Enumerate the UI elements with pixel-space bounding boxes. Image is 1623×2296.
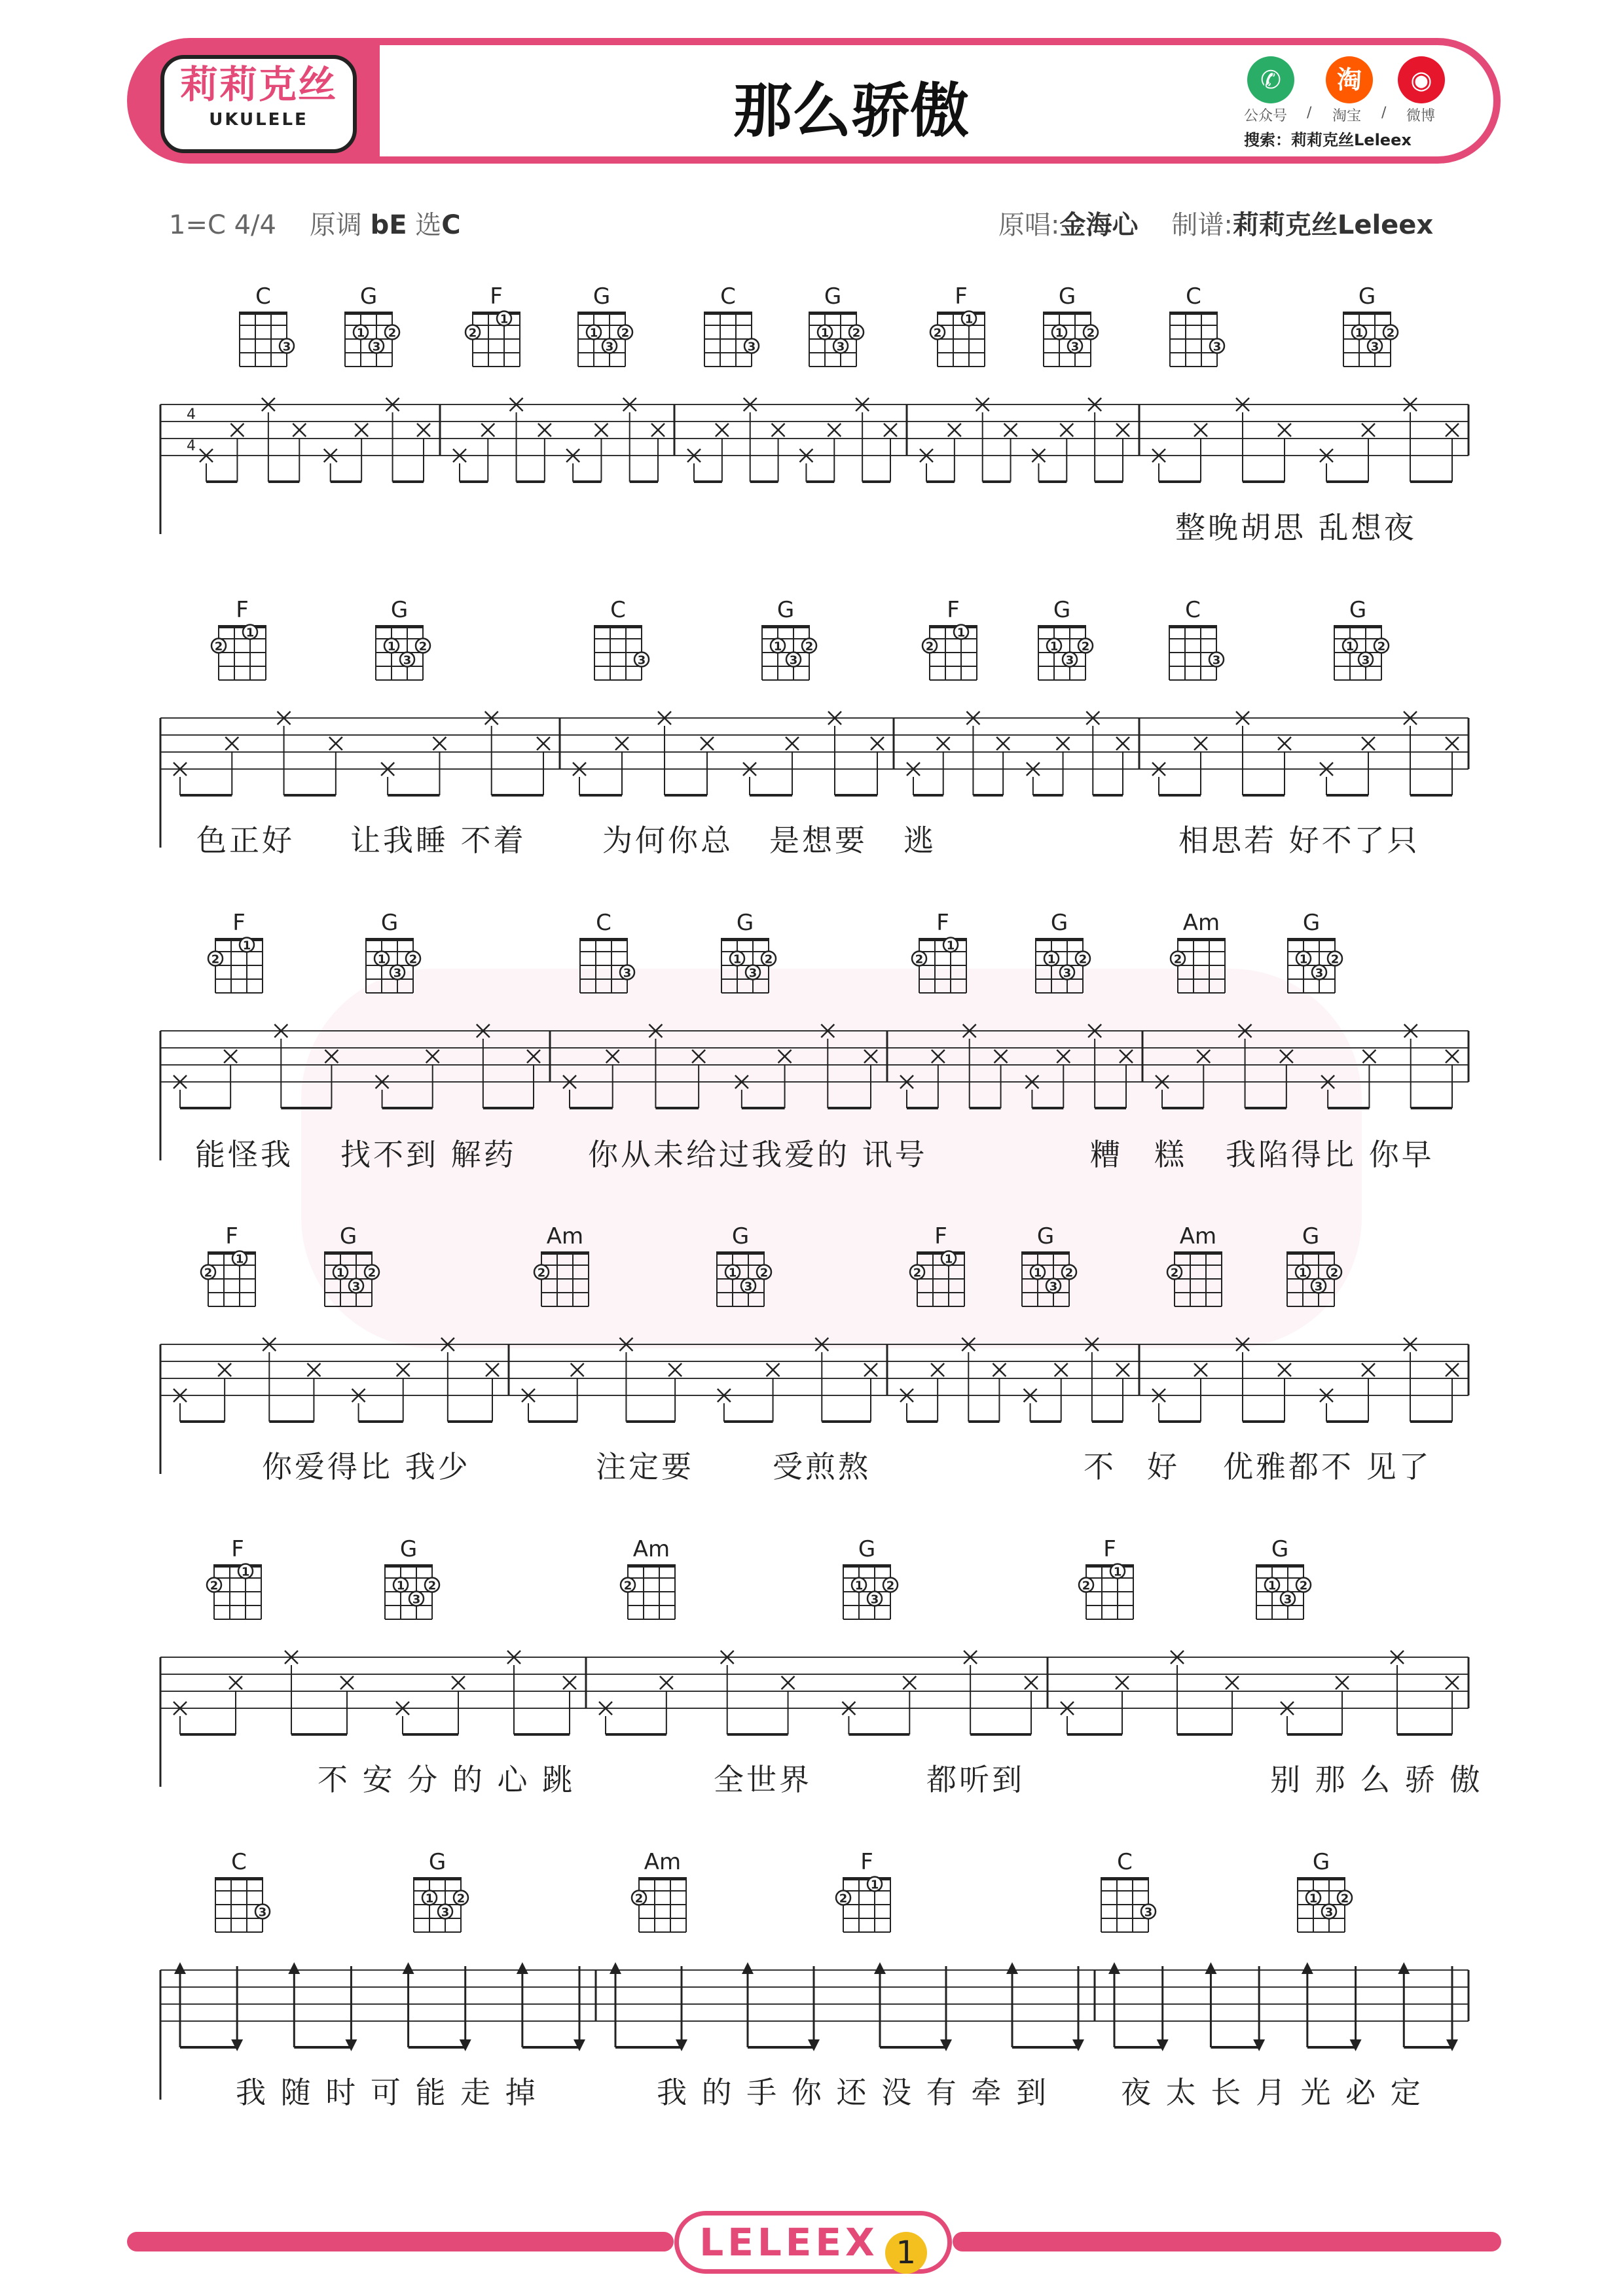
finger-number: 3 — [1361, 653, 1370, 668]
finger-number: 2 — [886, 1579, 895, 1593]
chord-nut — [1044, 312, 1091, 315]
chord-nut — [1298, 1877, 1345, 1880]
chord-nut — [717, 1251, 764, 1255]
chord-nut — [219, 625, 266, 628]
finger-number: 3 — [1212, 653, 1221, 668]
strum-arrow — [1006, 1962, 1018, 1974]
finger-number: 3 — [412, 1592, 421, 1607]
lyric-text: 能怪我 — [195, 1137, 293, 1172]
finger-number: 1 — [964, 312, 974, 327]
chord-nut — [473, 312, 520, 315]
logo-main-text: 莉莉克丝 — [179, 62, 337, 107]
chord-nut — [1288, 938, 1335, 941]
chord-nut — [1170, 312, 1217, 315]
taobao-label: 淘宝 — [1332, 108, 1362, 124]
chord-nut — [366, 938, 413, 941]
chord-nut — [215, 1877, 263, 1880]
finger-number: 1 — [944, 1252, 953, 1266]
strum-arrow — [742, 1962, 754, 1974]
strum-arrow — [1350, 2039, 1362, 2051]
chord-name: Am — [1179, 1223, 1217, 1249]
strum-arrow — [345, 2039, 357, 2051]
lyric-text: 别 那 么 骄 傲 — [1270, 1762, 1483, 1797]
strum-arrow — [288, 1962, 300, 1974]
lyric-text: 色正好 — [196, 823, 295, 858]
lyric-text: 受煎熬 — [773, 1449, 871, 1484]
chord-nut — [930, 625, 977, 628]
finger-number: 3 — [1144, 1905, 1153, 1920]
finger-number: 2 — [623, 1579, 632, 1593]
finger-number: 1 — [377, 952, 386, 967]
chord-name: F — [934, 1223, 947, 1249]
lyric-text: 相思若 好不了只 — [1178, 823, 1420, 858]
finger-number: 2 — [1173, 952, 1182, 967]
chord-name: G — [380, 910, 399, 936]
chord-nut — [1036, 938, 1083, 941]
chord-nut — [345, 312, 392, 315]
finger-number: 3 — [352, 1280, 361, 1294]
strum-arrow — [676, 2039, 687, 2051]
chord-name: G — [1053, 597, 1071, 623]
chord-nut — [1038, 625, 1085, 628]
finger-number: 3 — [1070, 340, 1080, 354]
original-key: bE — [370, 210, 407, 240]
chord-nut — [1256, 1564, 1304, 1568]
chord-name: F — [955, 283, 968, 310]
chord-nut — [1287, 1251, 1334, 1255]
finger-number: 3 — [282, 340, 291, 354]
lyric-text: 糟 — [1090, 1137, 1123, 1172]
chord-nut — [1334, 625, 1381, 628]
finger-number: 1 — [946, 939, 955, 953]
chord-nut — [843, 1877, 890, 1880]
chord-nut — [1178, 938, 1225, 941]
finger-number: 3 — [1213, 340, 1222, 354]
finger-number: 2 — [913, 1266, 922, 1280]
finger-number: 2 — [367, 1266, 376, 1280]
finger-number: 1 — [387, 639, 396, 654]
finger-number: 3 — [393, 966, 402, 980]
time-signature-top: 4 — [187, 406, 196, 423]
chosen-key-label: 选 — [415, 210, 442, 240]
finger-number: 3 — [605, 340, 614, 354]
lyric-text: 你从未给过我爱的 讯号 — [588, 1137, 928, 1172]
strum-arrow — [1446, 2039, 1458, 2051]
song-title: 那么骄傲 — [733, 77, 969, 145]
weibo-label: 微博 — [1406, 108, 1436, 124]
arranger-name: 莉莉克丝Leleex — [1232, 210, 1434, 240]
lyric-text: 找不到 解药 — [340, 1137, 517, 1172]
finger-number: 3 — [372, 340, 381, 354]
finger-number: 2 — [852, 326, 861, 340]
chord-name: G — [1302, 910, 1321, 936]
chord-nut — [843, 1564, 890, 1568]
finger-number: 1 — [396, 1579, 405, 1593]
chord-name: G — [736, 910, 754, 936]
finger-number: 3 — [870, 1592, 879, 1607]
finger-number: 1 — [1298, 1266, 1307, 1280]
footer-bar-left — [127, 2232, 674, 2251]
singer-name: 金海心 — [1059, 210, 1139, 240]
finger-number: 3 — [1315, 966, 1324, 980]
finger-number: 2 — [214, 639, 223, 654]
lyric-text: 优雅都不 见了 — [1223, 1449, 1432, 1484]
finger-number: 2 — [537, 1266, 546, 1280]
finger-number: 2 — [759, 1266, 769, 1280]
lyric-text: 糕 — [1154, 1137, 1187, 1172]
strum-arrow — [1398, 1962, 1410, 1974]
chord-name: G — [593, 283, 611, 310]
finger-number: 2 — [388, 326, 397, 340]
chord-nut — [214, 1564, 261, 1568]
finger-number: 2 — [634, 1892, 644, 1906]
finger-number: 1 — [242, 939, 251, 953]
finger-number: 1 — [820, 326, 830, 340]
finger-number: 3 — [836, 340, 845, 354]
finger-number: 2 — [621, 326, 630, 340]
strum-arrow — [1253, 2039, 1265, 2051]
separator: / — [1381, 105, 1387, 121]
finger-number: 2 — [1330, 952, 1340, 967]
finger-number: 1 — [1049, 639, 1059, 654]
chord-nut — [240, 312, 287, 315]
chord-name: G — [1349, 597, 1367, 623]
lyric-text: 全世界 — [714, 1762, 812, 1797]
finger-number: 1 — [870, 1878, 879, 1892]
chord-name: G — [1312, 1849, 1330, 1875]
chord-name: F — [490, 283, 503, 310]
finger-number: 1 — [957, 626, 966, 640]
finger-number: 3 — [441, 1905, 450, 1920]
finger-number: 2 — [210, 1579, 219, 1593]
chord-nut — [580, 938, 627, 941]
lyric-text: 好 — [1147, 1449, 1180, 1484]
page-badge — [674, 2211, 952, 2274]
strum-arrow — [231, 2039, 243, 2051]
chord-name: G — [399, 1536, 418, 1562]
chord-name: F — [225, 1223, 238, 1249]
strum-arrow — [1108, 1962, 1120, 1974]
chord-name: G — [1036, 1223, 1055, 1249]
finger-number: 2 — [1299, 1579, 1308, 1593]
lyric-text: 我陷得比 你早 — [1226, 1137, 1434, 1172]
chord-name: C — [1186, 283, 1201, 310]
chord-name: G — [1271, 1536, 1289, 1562]
strum-arrow — [1302, 1962, 1313, 1974]
chord-name: F — [936, 910, 949, 936]
lyric-text: 我 随 时 可 能 走 掉 — [236, 2075, 538, 2110]
chord-name: F — [231, 1536, 244, 1562]
chord-name: C — [1117, 1849, 1133, 1875]
finger-number: 1 — [500, 312, 509, 327]
chord-nut — [762, 625, 809, 628]
finger-number: 1 — [1055, 326, 1064, 340]
chord-nut — [541, 1251, 589, 1255]
chord-nut — [704, 312, 752, 315]
chord-name: Am — [632, 1536, 670, 1562]
chord-name: C — [596, 910, 611, 936]
chord-name: F — [236, 597, 249, 623]
chord-name: F — [947, 597, 960, 623]
finger-number: 1 — [241, 1565, 250, 1579]
finger-number: 2 — [204, 1266, 213, 1280]
chord-name: Am — [546, 1223, 584, 1249]
strum-arrow — [403, 1962, 414, 1974]
chord-nut — [1022, 1251, 1069, 1255]
wechat-icon: ✆ — [1247, 56, 1294, 103]
finger-number: 3 — [1324, 1905, 1334, 1920]
chord-name: Am — [1182, 910, 1220, 936]
chord-nut — [385, 1564, 432, 1568]
chord-name: G — [824, 283, 842, 310]
chord-name: Am — [644, 1849, 682, 1875]
chord-name: F — [232, 910, 246, 936]
weibo-icon: ◉ — [1398, 56, 1445, 103]
chord-nut — [414, 1877, 461, 1880]
finger-number: 2 — [211, 952, 220, 967]
search-hint: 搜索：莉莉克丝Leleex — [1244, 131, 1412, 149]
chord-nut — [208, 1251, 255, 1255]
chord-nut — [215, 938, 263, 941]
strum-arrow — [610, 1962, 621, 1974]
finger-number: 1 — [854, 1579, 864, 1593]
finger-number: 2 — [805, 639, 814, 654]
finger-number: 2 — [418, 639, 428, 654]
chosen-key: C — [441, 210, 461, 240]
finger-number: 2 — [764, 952, 773, 967]
key-signature: 1=C 4/4 — [169, 210, 276, 240]
finger-number: 3 — [1283, 1592, 1292, 1607]
strum-arrow — [460, 2039, 471, 2051]
finger-number: 1 — [733, 952, 742, 967]
time-signature-bottom: 4 — [187, 438, 196, 454]
finger-number: 2 — [1081, 639, 1090, 654]
chord-nut — [1343, 312, 1391, 315]
finger-number: 2 — [915, 952, 924, 967]
chord-nut — [1086, 1564, 1133, 1568]
finger-number: 1 — [1113, 1565, 1122, 1579]
chord-name: G — [731, 1223, 750, 1249]
chord-nut — [1169, 625, 1216, 628]
chord-name: C — [231, 1849, 247, 1875]
wechat-label: 公众号 — [1244, 108, 1288, 124]
chord-name: G — [1302, 1223, 1320, 1249]
chord-nut — [917, 1251, 964, 1255]
chord-name: C — [1185, 597, 1201, 623]
finger-number: 3 — [789, 653, 798, 668]
strum-arrow — [808, 2039, 820, 2051]
strum-arrow — [517, 1962, 528, 1974]
finger-number: 1 — [1345, 639, 1355, 654]
strum-arrow — [174, 1962, 186, 1974]
original-key-label: 原调 — [309, 210, 362, 240]
chord-name: F — [1103, 1536, 1116, 1562]
lyric-text: 是想要 — [769, 823, 867, 858]
finger-number: 3 — [403, 653, 412, 668]
lyric-text: 你爱得比 我少 — [262, 1449, 471, 1484]
chord-nut — [1175, 1251, 1222, 1255]
finger-number: 1 — [356, 326, 365, 340]
strum-arrow — [1072, 2039, 1084, 2051]
chord-nut — [628, 1564, 675, 1568]
chord-name: F — [860, 1849, 873, 1875]
lyric-text: 为何你总 — [602, 823, 733, 858]
finger-number: 2 — [1086, 326, 1095, 340]
chord-name: G — [858, 1536, 876, 1562]
chord-nut — [376, 625, 423, 628]
chord-nut — [1101, 1877, 1148, 1880]
finger-number: 2 — [933, 326, 942, 340]
finger-number: 1 — [425, 1892, 434, 1906]
finger-number: 1 — [728, 1266, 737, 1280]
finger-number: 2 — [428, 1579, 437, 1593]
chord-name: G — [776, 597, 795, 623]
lyric-text: 我 的 手 你 还 没 有 牵 到 — [657, 2075, 1049, 2110]
chord-nut — [639, 1877, 686, 1880]
finger-number: 3 — [748, 966, 757, 980]
finger-number: 1 — [1299, 952, 1308, 967]
finger-number: 2 — [1377, 639, 1386, 654]
strum-arrow — [574, 2039, 585, 2051]
finger-number: 1 — [336, 1266, 345, 1280]
arranger-label: 制谱: — [1171, 210, 1233, 240]
chord-name: G — [1050, 910, 1068, 936]
finger-number: 3 — [1314, 1280, 1323, 1294]
chord-nut — [809, 312, 856, 315]
lyric-text: 让我睡 不着 — [350, 823, 526, 858]
finger-number: 2 — [1078, 952, 1087, 967]
finger-number: 2 — [925, 639, 934, 654]
lyric-text: 逃 — [903, 823, 936, 858]
chord-nut — [938, 312, 985, 315]
finger-number: 1 — [1033, 1266, 1042, 1280]
finger-number: 1 — [1047, 952, 1056, 967]
chord-name: G — [390, 597, 409, 623]
finger-number: 2 — [1330, 1266, 1339, 1280]
strum-arrow — [874, 1962, 886, 1974]
singer-label: 原唱: — [998, 210, 1060, 240]
chord-nut — [325, 1251, 372, 1255]
lyric-text: 都听到 — [926, 1762, 1025, 1797]
lyric-text: 不 安 分 的 心 跳 — [318, 1762, 575, 1797]
finger-number: 3 — [1370, 340, 1379, 354]
finger-number: 2 — [456, 1892, 465, 1906]
finger-number: 3 — [1063, 966, 1072, 980]
finger-number: 1 — [1355, 326, 1364, 340]
chord-nut — [578, 312, 625, 315]
chord-nut — [594, 625, 642, 628]
chord-nut — [721, 938, 769, 941]
finger-number: 3 — [623, 966, 632, 980]
chord-name: G — [1058, 283, 1076, 310]
finger-number: 1 — [246, 626, 255, 640]
finger-number: 2 — [409, 952, 418, 967]
finger-number: 2 — [1170, 1266, 1179, 1280]
lyric-text: 整晚胡思 乱想夜 — [1175, 510, 1417, 545]
finger-number: 1 — [1267, 1579, 1277, 1593]
lyric-text: 不 — [1084, 1449, 1116, 1484]
logo-sub-text: UKULELE — [209, 110, 308, 130]
chord-name: G — [339, 1223, 357, 1249]
finger-number: 3 — [1065, 653, 1074, 668]
chord-nut — [919, 938, 966, 941]
finger-number: 3 — [258, 1905, 267, 1920]
footer-bar-right — [953, 2232, 1501, 2251]
chord-name: C — [610, 597, 626, 623]
finger-number: 1 — [773, 639, 782, 654]
finger-number: 1 — [235, 1252, 244, 1266]
finger-number: 2 — [839, 1892, 848, 1906]
chord-name: G — [359, 283, 378, 310]
lyric-text: 夜 太 长 月 光 必 定 — [1121, 2075, 1423, 2110]
page-number: 1 — [885, 2232, 927, 2274]
finger-number: 2 — [468, 326, 477, 340]
finger-number: 2 — [1082, 1579, 1091, 1593]
finger-number: 3 — [1049, 1280, 1058, 1294]
finger-number: 1 — [1309, 1892, 1318, 1906]
strum-arrow — [940, 2039, 952, 2051]
chord-name: C — [255, 283, 271, 310]
finger-number: 2 — [1065, 1266, 1074, 1280]
chord-name: G — [1358, 283, 1376, 310]
chord-name: G — [428, 1849, 447, 1875]
strum-arrow — [1205, 1962, 1216, 1974]
finger-number: 3 — [747, 340, 756, 354]
lyric-text: 注定要 — [596, 1449, 694, 1484]
chord-name: C — [720, 283, 736, 310]
finger-number: 2 — [1386, 326, 1395, 340]
finger-number: 3 — [637, 653, 646, 668]
separator: / — [1307, 105, 1312, 121]
badge-text: LELEEX — [699, 2220, 879, 2265]
taobao-icon: 淘 — [1326, 56, 1373, 103]
finger-number: 1 — [589, 326, 598, 340]
finger-number: 3 — [744, 1280, 753, 1294]
finger-number: 2 — [1340, 1892, 1349, 1906]
strum-arrow — [1157, 2039, 1169, 2051]
